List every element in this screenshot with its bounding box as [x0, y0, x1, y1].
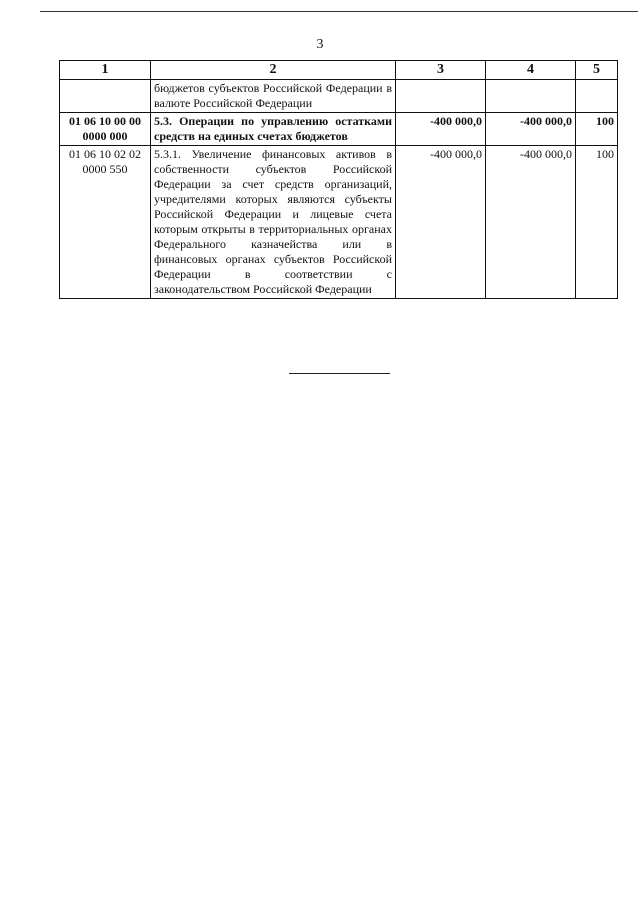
row-col3-value: -400 000,0 — [396, 146, 486, 299]
budget-table — [59, 60, 618, 299]
page-number: 3 — [316, 37, 324, 52]
row-code: 01 06 10 02 02 0000 550 — [60, 146, 151, 299]
row-col5-value: 100 — [576, 113, 618, 146]
row-col4-value: -400 000,0 — [486, 113, 576, 146]
header-row — [60, 61, 618, 80]
table-row-continuation — [60, 80, 618, 113]
row-col3-value: -400 000,0 — [396, 113, 486, 146]
table-row-section-5-3 — [60, 113, 618, 146]
row-description: бюджетов субъектов Российской Федерации в валюте Российской Федерации — [151, 80, 396, 113]
top-border-line — [40, 11, 638, 12]
header-col-3: 3 — [396, 61, 486, 80]
header-col-1: 1 — [60, 61, 151, 80]
end-of-table-rule — [289, 373, 390, 374]
row-col5-value — [576, 80, 618, 113]
row-col3-value — [396, 80, 486, 113]
table-row-section-5-3-1 — [60, 146, 618, 299]
row-code: 01 06 10 00 00 0000 000 — [60, 113, 151, 146]
row-col5-value: 100 — [576, 146, 618, 299]
row-col4-value — [486, 80, 576, 113]
row-description: 5.3.1. Увеличение финансовых активов в собственности субъектов Российской Федерации за счет средств организаций, учредителями которых являются субъекты Российской Федерации и лицевые счета которым открыты в территориальных органах Федерального казначейства или в финансовых органах субъектов Российской Федерации в соответствии с законодательством Российской Федерации — [151, 146, 396, 299]
row-col4-value: -400 000,0 — [486, 146, 576, 299]
header-col-5: 5 — [576, 61, 618, 80]
header-col-4: 4 — [486, 61, 576, 80]
row-description: 5.3. Операции по управлению остатками средств на единых счетах бюджетов — [151, 113, 396, 146]
row-code — [60, 80, 151, 113]
header-col-2: 2 — [151, 61, 396, 80]
